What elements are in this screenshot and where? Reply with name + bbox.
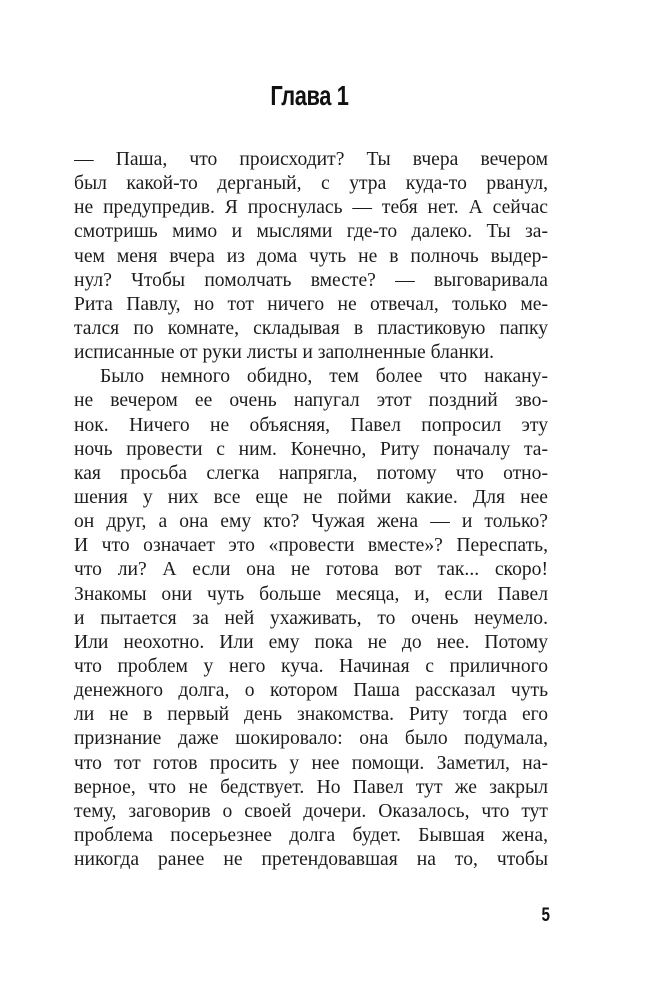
text-line: что тот готов просить у нее помощи. Заметил, на- <box>74 752 548 774</box>
text-line: что проблем у него куча. Начиная с приличного <box>74 655 548 677</box>
text-line: тему, заговорив о своей дочери. Оказалось, что тут <box>74 800 548 822</box>
text-line: ночь провести с ним. Конечно, Риту поначалу та- <box>74 438 548 460</box>
text-line: проблема посерьезнее долга будет. Бывшая жена, <box>74 824 548 846</box>
chapter-title: Глава 1 <box>270 80 349 111</box>
text-line: Или неохотно. Или ему пока не до нее. Потому <box>74 631 548 653</box>
text-line: Было немного обидно, тем более что накану- <box>100 366 548 388</box>
text-line: ли не в первый день знакомства. Риту тогда его <box>74 704 548 726</box>
text-line: был какой-то дерганый, с утра куда-то рванул, <box>74 173 548 195</box>
text-line: никогда ранее не претендовавшая на то, чтобы <box>74 849 548 871</box>
text-line: он друг, а она ему кто? Чужая жена — и только? <box>74 511 548 533</box>
text-line: денежного долга, о котором Паша рассказал чуть <box>74 680 548 702</box>
text-line: шения у них все еще не пойми какие. Для нее <box>74 486 548 508</box>
text-line: смотришь мимо и мыслями где-то далеко. Ты за- <box>74 221 548 243</box>
paragraph-2 <box>74 365 548 872</box>
text-line: кая просьба слегка напрягла, потому что отно- <box>74 462 548 484</box>
page-number: 5 <box>541 905 550 926</box>
text-line: верное, что не бедствует. Но Павел тут же закрыл <box>74 776 548 798</box>
text-line: тался по комнате, складывая в пластиковую папку <box>74 317 548 339</box>
text-line: признание даже шокировало: она было подумала, <box>74 728 548 750</box>
text-line: И что означает это «провести вместе»? Переспать, <box>74 535 548 557</box>
text-line: что ли? А если она не готова вот так... скоро! <box>74 559 548 581</box>
text-line: и пытается за ней ухаживать, то очень неумело. <box>74 607 548 629</box>
text-line: Рита Павлу, но тот ничего не отвечал, только ме- <box>74 293 548 315</box>
text-line: не предупредив. Я проснулась — тебя нет. А сейчас <box>74 197 548 219</box>
text-line: нул? Чтобы помолчать вместе? — выговаривала <box>74 269 548 291</box>
body-text <box>74 148 548 872</box>
text-line: нок. Ничего не объясняя, Павел попросил эту <box>74 414 548 436</box>
text-line: чем меня вчера из дома чуть не в полночь выдер- <box>74 245 548 267</box>
text-line: Знакомы они чуть больше месяца, и, если Павел <box>74 583 548 605</box>
paragraph-1 <box>74 148 548 365</box>
text-line: не вечером ее очень напугал этот поздний зво- <box>74 390 548 412</box>
text-line: исписанные от руки листы и заполненные бланки. <box>74 342 494 364</box>
text-line: — Паша, что происходит? Ты вчера вечером <box>74 149 548 170</box>
